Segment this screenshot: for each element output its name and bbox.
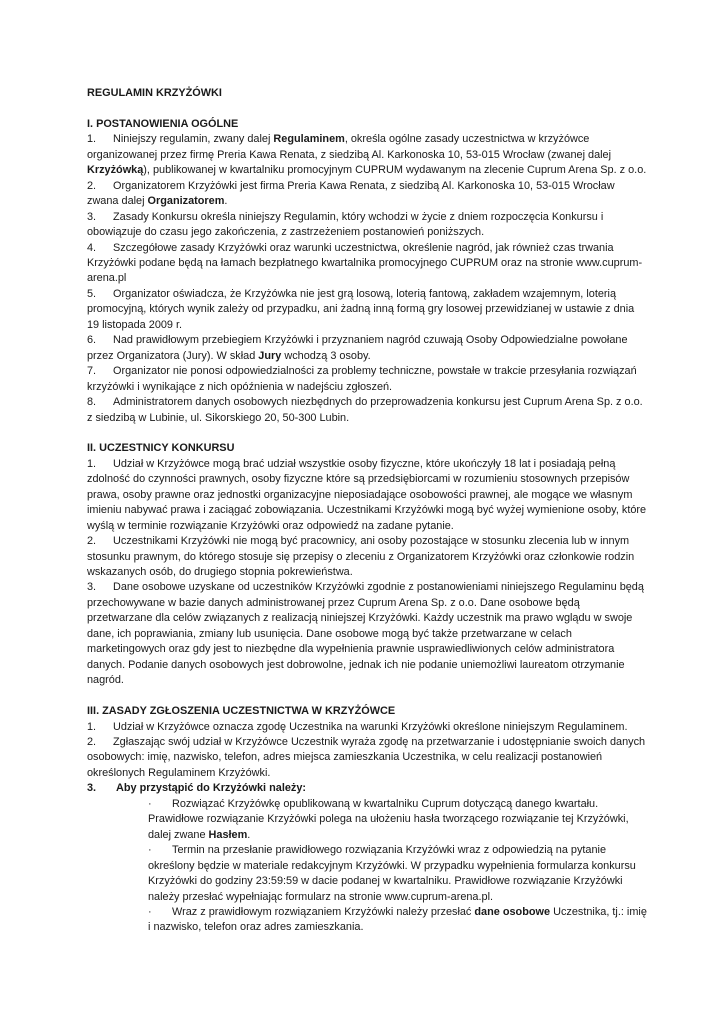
document-title: REGULAMIN KRZYŻÓWKI [87,87,222,99]
section-spacer [87,689,647,704]
paragraph-2-3: 3. Dane osobowe uzyskane od uczestników Krzyżówki zgodnie z postanowieniami niniejszego Regulaminu będą przechowywane w bazie danych administrowanej przez Cuprum Arena Sp. z o.o. Dane osobowe będą przetwarzane dla celów związanych z realizacją niniejszej Krzyżówki. Każdy uczestnik ma prawo wglądu w swoje dane, ich poprawiania, zmiany lub usunięcia. Dane osobowe mogą być także przetwarzane w celach marketingowych oraz gdy jest to niezbędne dla wypełnienia prawnie usprawiedliwionych celów administratora danych. Podanie danych osobowych jest dobrowolne, jednak ich nie podanie uniemożliwi laureatom otrzymanie nagród. [87,581,644,687]
section-heading-general: I. POSTANOWIENIA OGÓLNE [87,117,239,130]
paragraph-1-2: 2. Organizatorem Krzyżówki jest firma Preria Kawa Renata, z siedzibą Al. Karkonoska 10, 53-015 Wrocław zwana dalej Organizatorem. [87,179,615,208]
list-item-solve: · Rozwiązać Krzyżówkę opublikowaną w kwartalniku Cuprum dotyczącą danego kwartału. Prawidłowe rozwiązanie Krzyżówki polega na ułożeniu hasła tworzącego rozwiązanie tej Krzyżówki, dalej zwane Hasłem. [148,797,629,841]
section-heading-participants: II. UCZESTNICY KONKURSU [87,442,235,455]
list-item-deadline: · Termin na przesłanie prawidłowego rozwiązania Krzyżówki wraz z odpowiedzią na pytanie określony będzie w materiale redakcyjnym Krzyżówki. W przypadku wypełnienia formularza konkursu Krzyżówki do godziny 23:59:59 w dacie podanej w kwartalniku. Prawidłowe rozwiązanie Krzyżówki należy przesłać wypełniając formularz na stronie www.cuprum-arena.pl. [148,844,636,903]
section-heading-rules: III. ZASADY ZGŁOSZENIA UCZESTNICTWA W KRZYŻÓWCE [87,705,396,718]
paragraph-1-6: 6. Nad prawidłowym przebiegiem Krzyżówki i przyznaniem nagród czuwają Osoby Odpowiedzialne powołane przez Organizatora (Jury). W skład Jury wchodzą 3 osoby. [87,334,628,362]
paragraph-2-1: 1. Udział w Krzyżówce mogą brać udział wszystkie osoby fizyczne, które ukończyły 18 lat i posiadają pełną zdolność do czynności prawnych, osoby fizyczne które są przedsiębiorcami w rozumieniu stosownych przepisów prawa, osoby prawne oraz jednostki organizacyjne nieposiadające osobowości prawnej, ale mogące we własnym imieniu nabywać prawa i zaciągać zobowiązania. Uczestnikami Krzyżówki mogą być wyżej wymienione osoby, które wyślą w terminie rozwiązanie Krzyżówki oraz odpowiedź na zadane pytanie. [87,457,647,532]
document-page [87,86,647,936]
section-spacer [87,426,647,441]
bullet-dot: · [148,797,152,810]
paragraph-3-2: 2. Zgłaszając swój udział w Krzyżówce Uczestnik wyraża zgodę na przetwarzanie i udostępnianie swoich danych osobowych: imię, nazwisko, telefon, adres miejsca zamieszkania Uczestnika, w celu realizacji postanowień określonych Regulaminem Krzyżówki. [87,735,646,779]
paragraph-1-3: 3. Zasady Konkursu określa niniejszy Regulamin, który wchodzi w życie z dniem rozpoczęcia Konkursu i obowiązuje do czasu jego zakończenia, z zastrzeżeniem postanowień poniższych. [87,210,604,239]
bullet-dot: · [148,844,152,857]
bullet-dot: · [148,905,152,918]
paragraph-3-3: 3. Aby przystąpić do Krzyżówki należy: [87,782,307,795]
paragraph-1-7: 7. Organizator nie ponosi odpowiedzialności za problemy techniczne, powstałe w trakcie przesyłania rozwiązań krzyżówki i wynikające z nich opóźnienia w nadejściu zgłoszeń. [87,365,637,393]
list-item-personal-data: · Wraz z prawidłowym rozwiązaniem Krzyżówki należy przesłać dane osobowe Uczestnika, tj.: imię i nazwisko, telefon oraz adres zamieszkania. [148,905,647,934]
paragraph-3-1: 1. Udział w Krzyżówce oznacza zgodę Uczestnika na warunki Krzyżówki określone niniejszym Regulaminem. [87,720,628,733]
paragraph-1-5: 5. Organizator oświadcza, że Krzyżówka nie jest grą losową, loterią fantową, zakładem wzajemnym, loterią promocyjną, których wynik zależy od przypadku, ani żadną inną formą gry losowej przewidzianej w ustawie z dnia 19 listopada 2009 r. [87,287,635,331]
paragraph-2-2: 2. Uczestnikami Krzyżówki nie mogą być pracownicy, ani osoby pozostające w stosunku zlecenia lub w innym stosunku prawnym, do którego stosuje się przepisy o zleceniu z Organizatorem Krzyżówki oraz członkowie rodzin wskazanych osób, do drugiego stopnia pokrewieństwa. [87,535,635,579]
paragraph-1-1: 1. Niniejszy regulamin, zwany dalej Regulaminem, określa ogólne zasady uczestnictwa w krzyżówce organizowanej przez firmę Preria Kawa Renata, z siedzibą Al. Karkonoska 10, 53-015 Wrocław (zwanej dalej Krzyżówką), publikowanej w kwartalniku promocyjnym CUPRUM wydawanym na zlecenie Cuprum Arena Sp. z o.o. [87,133,647,177]
paragraph-1-4: 4. Szczegółowe zasady Krzyżówki oraz warunki uczestnictwa, określenie nagród, jak również czas trwania Krzyżówki podane będą na łamach bezpłatnego kwartalnika promocyjnego CUPRUM oraz na stronie www.cuprum-arena.pl [87,241,643,285]
paragraph-1-8: 8. Administratorem danych osobowych niezbędnych do przeprowadzenia konkursu jest Cuprum Arena Sp. z o.o. z siedzibą w Lubinie, ul. Sikorskiego 20, 50-300 Lubin. [87,396,643,424]
